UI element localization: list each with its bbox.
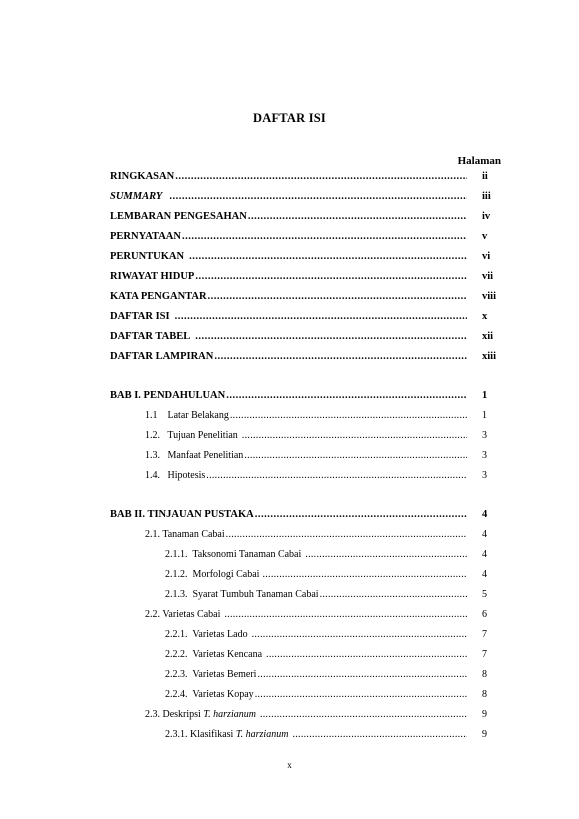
toc-entry-label: KATA PENGANTAR bbox=[110, 291, 207, 302]
toc-entry-page: 5 bbox=[482, 589, 487, 600]
toc-entry-daftar-lampiran[interactable] bbox=[110, 350, 467, 364]
toc-entry-page: 3 bbox=[482, 450, 487, 461]
toc-entry-bab-1[interactable] bbox=[110, 389, 467, 403]
toc-entry-label: 1.4. Hipotesis bbox=[145, 470, 206, 481]
leader-dots bbox=[225, 528, 467, 542]
toc-entry-page: 9 bbox=[482, 709, 487, 720]
page-number-footer: x bbox=[287, 760, 292, 770]
toc-entry-label: 2.3.1. Klasifikasi bbox=[165, 729, 236, 740]
toc-entry-label: PERUNTUKAN bbox=[110, 251, 185, 262]
toc-entry-lembaran-pengesahan[interactable] bbox=[110, 210, 467, 224]
toc-entry-page: 6 bbox=[482, 609, 487, 620]
toc-entry-label: DAFTAR LAMPIRAN bbox=[110, 351, 214, 362]
page-column-header: Halaman bbox=[457, 155, 501, 167]
toc-entry-page: iii bbox=[482, 191, 491, 202]
toc-entry-page: viii bbox=[482, 291, 497, 302]
leader-dots bbox=[291, 728, 467, 742]
toc-entry-label: BAB I. PENDAHULUAN bbox=[110, 390, 226, 401]
toc-entry-page: 1 bbox=[482, 410, 487, 421]
toc-entry-2-2-4[interactable] bbox=[165, 688, 467, 702]
leader-dots bbox=[241, 429, 467, 443]
toc-entry-1-3[interactable] bbox=[145, 449, 467, 463]
toc-entry-label: RIWAYAT HIDUP bbox=[110, 271, 195, 282]
leader-dots bbox=[247, 210, 467, 224]
leader-dots bbox=[256, 668, 467, 682]
toc-entry-page: vi bbox=[482, 251, 491, 262]
leader-dots bbox=[319, 588, 467, 602]
leader-dots bbox=[194, 270, 467, 284]
toc-entry-2-2-2[interactable] bbox=[165, 648, 467, 662]
toc-entry-2-1-2[interactable] bbox=[165, 568, 467, 582]
toc-entry-daftar-tabel[interactable] bbox=[110, 330, 467, 344]
toc-entry-page: 1 bbox=[482, 390, 488, 401]
toc-entry-page: 3 bbox=[482, 470, 487, 481]
toc-entry-bab-2[interactable] bbox=[110, 508, 467, 522]
toc-entry-peruntukan[interactable] bbox=[110, 250, 467, 264]
leader-dots bbox=[261, 568, 467, 582]
leader-dots bbox=[188, 250, 467, 264]
toc-entry-2-1[interactable] bbox=[145, 528, 467, 542]
toc-entry-page: 4 bbox=[482, 549, 487, 560]
toc-entry-page: vii bbox=[482, 271, 494, 282]
toc-entry-page: 3 bbox=[482, 430, 487, 441]
toc-entry-label: RINGKASAN bbox=[110, 171, 175, 182]
leader-dots bbox=[243, 449, 467, 463]
toc-entry-page: 7 bbox=[482, 649, 487, 660]
toc-entry-label: 1.1 Latar Belakang bbox=[145, 410, 229, 421]
leader-dots bbox=[225, 389, 467, 403]
toc-entry-page: 7 bbox=[482, 629, 487, 640]
toc-entry-label: DAFTAR ISI bbox=[110, 311, 170, 322]
toc-entry-page: 4 bbox=[482, 529, 487, 540]
toc-entry-page: iv bbox=[482, 211, 491, 222]
toc-entry-2-3[interactable] bbox=[145, 708, 467, 722]
toc-entry-label: 1.2. Tujuan Penelitian bbox=[145, 430, 238, 441]
toc-entry-riwayat-hidup[interactable] bbox=[110, 270, 467, 284]
leader-dots bbox=[254, 688, 467, 702]
toc-entry-label: 2.2.2. Varietas Kencana bbox=[165, 649, 263, 660]
toc-entry-label: 2.1.3. Syarat Tumbuh Tanaman Cabai bbox=[165, 589, 319, 600]
leader-dots bbox=[174, 310, 467, 324]
toc-entry-label: 2.3. Deskripsi bbox=[145, 709, 204, 720]
toc-entry-page: v bbox=[482, 231, 488, 242]
toc-entry-label: 2.1.2. Morfologi Cabai bbox=[165, 569, 260, 580]
toc-entry-label: 2.2.3. Varietas Bemeri bbox=[165, 669, 257, 680]
toc-entry-summary[interactable] bbox=[110, 190, 467, 204]
toc-entry-label: 2.2. Varietas Cabai bbox=[145, 609, 221, 620]
toc-entry-label: 2.1.1. Taksonomi Tanaman Cabai bbox=[165, 549, 302, 560]
toc-entry-1-4[interactable] bbox=[145, 469, 467, 483]
toc-entry-label: DAFTAR TABEL bbox=[110, 331, 191, 342]
leader-dots bbox=[174, 170, 467, 184]
toc-entry-label: LEMBARAN PENGESAHAN bbox=[110, 211, 247, 222]
toc-entry-2-1-1[interactable] bbox=[165, 548, 467, 562]
toc-entry-page: xii bbox=[482, 331, 494, 342]
toc-entry-1-1[interactable] bbox=[145, 409, 467, 423]
toc-entry-2-3-1[interactable] bbox=[165, 728, 467, 742]
toc-entry-ringkasan[interactable] bbox=[110, 170, 467, 184]
leader-dots bbox=[304, 548, 467, 562]
leader-dots bbox=[254, 508, 467, 522]
toc-entry-page: xiii bbox=[482, 351, 497, 362]
toc-entry-label: 1.3. Manfaat Penelitian bbox=[145, 450, 244, 461]
toc-entry-label: 2.2.1. Varietas Lado bbox=[165, 629, 248, 640]
leader-dots bbox=[223, 608, 467, 622]
page-title: DAFTAR ISI bbox=[253, 111, 326, 125]
leader-dots bbox=[207, 290, 467, 304]
leader-dots bbox=[205, 469, 467, 483]
toc-entry-label: PERNYATAAN bbox=[110, 231, 181, 242]
toc-entry-page: 8 bbox=[482, 669, 487, 680]
toc-entry-pernyataan[interactable] bbox=[110, 230, 467, 244]
toc-entry-1-2[interactable] bbox=[145, 429, 467, 443]
toc-entry-page: 4 bbox=[482, 509, 488, 520]
toc-entry-2-2[interactable] bbox=[145, 608, 467, 622]
leader-dots bbox=[213, 350, 467, 364]
toc-entry-label-italic: T. harzianum bbox=[203, 709, 256, 720]
leader-dots bbox=[259, 708, 467, 722]
leader-dots bbox=[168, 190, 467, 204]
toc-entry-2-2-1[interactable] bbox=[165, 628, 467, 642]
leader-dots bbox=[251, 628, 467, 642]
toc-entry-label: BAB II. TINJAUAN PUSTAKA bbox=[110, 509, 254, 520]
toc-entry-daftar-isi[interactable] bbox=[110, 310, 467, 324]
toc-entry-label: 2.1. Tanaman Cabai bbox=[145, 529, 225, 540]
toc-entry-label-italic: T. harzianum bbox=[235, 729, 289, 740]
toc-entry-page: 4 bbox=[482, 569, 487, 580]
leader-dots bbox=[194, 330, 467, 344]
toc-entry-2-2-3[interactable] bbox=[165, 668, 467, 682]
toc-entry-page: 8 bbox=[482, 689, 487, 700]
toc-entry-label: 2.2.4. Varietas Kopay bbox=[165, 689, 254, 700]
toc-entry-page: 9 bbox=[482, 729, 487, 740]
toc-entry-label: SUMMARY bbox=[110, 191, 163, 202]
toc-entry-kata-pengantar[interactable] bbox=[110, 290, 467, 304]
leader-dots bbox=[265, 648, 467, 662]
leader-dots bbox=[181, 230, 467, 244]
leader-dots bbox=[229, 409, 467, 423]
toc-entry-page: ii bbox=[482, 171, 488, 182]
toc-entry-2-1-3[interactable] bbox=[165, 588, 467, 602]
toc-entry-page: x bbox=[482, 311, 488, 322]
